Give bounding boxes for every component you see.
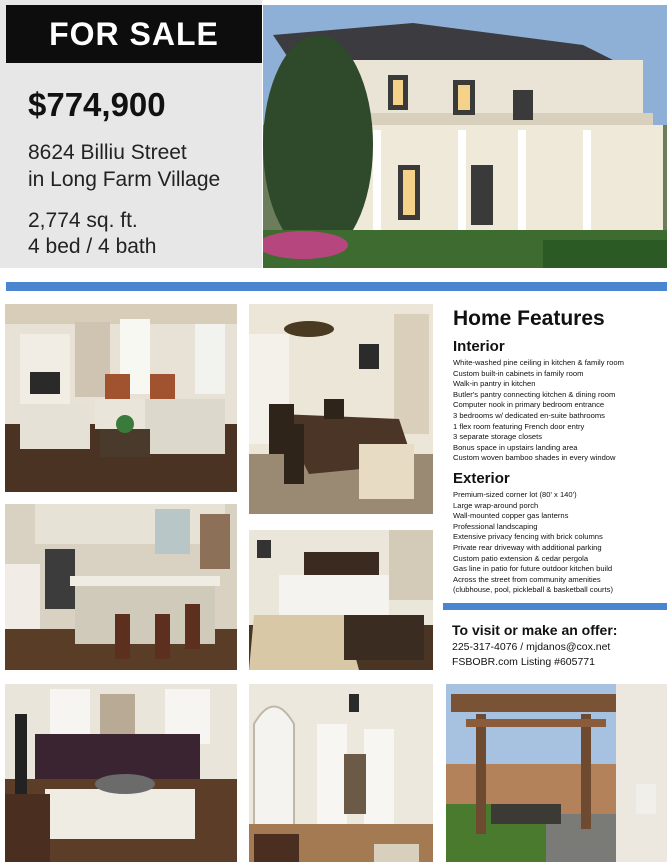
- list-item: Extensive privacy fencing with brick columns: [453, 532, 603, 542]
- contact-phone-email: 225-317-4076 / mjdanos@cox.net: [452, 641, 611, 653]
- exterior-heading: Exterior: [453, 470, 510, 487]
- bedroom-photo: [249, 530, 433, 670]
- contact-section: [452, 620, 667, 670]
- list-item: 3 separate storage closets: [453, 432, 543, 442]
- kitchen-photo: [5, 504, 237, 670]
- list-item: Professional landscaping: [453, 521, 538, 531]
- list-item: Bonus space in upstairs landing area: [453, 442, 578, 452]
- address-line-1: 8624 Billiu Street: [28, 141, 187, 164]
- interior-list: [453, 358, 624, 464]
- patio-pergola-photo: [446, 684, 667, 862]
- divider-bar: [6, 282, 667, 291]
- address-line-2: in Long Farm Village: [28, 168, 221, 191]
- features-title: Home Features: [453, 307, 605, 330]
- beds-baths: 4 bed / 4 bath: [28, 235, 157, 258]
- list-item: (clubhouse, pool, pickleball & basketball courts): [453, 585, 613, 595]
- contact-divider-bar: [443, 603, 667, 610]
- listing-address: [28, 139, 220, 193]
- list-item: Computer nook in primary bedroom entrance: [453, 400, 605, 410]
- list-item: Premium-sized corner lot (80' x 140'): [453, 490, 577, 499]
- list-item: Butler's pantry connecting kitchen & dining room: [453, 389, 616, 399]
- list-item: Large wrap-around porch: [453, 500, 539, 510]
- square-footage: 2,774 sq. ft.: [28, 209, 138, 232]
- list-item: White-washed pine ceiling in kitchen & family room: [453, 358, 624, 367]
- list-item: Walk-in pantry in kitchen: [453, 379, 536, 389]
- house-exterior-photo: [263, 5, 667, 268]
- list-item: 3 bedrooms w/ dedicated en-suite bathrooms: [453, 410, 605, 420]
- list-item: Custom patio extension & cedar pergola: [453, 553, 589, 563]
- exterior-list: [453, 490, 613, 596]
- family-room-photo: [5, 684, 237, 862]
- home-features-panel: [443, 304, 667, 600]
- list-item: Across the street from community amenities: [453, 574, 601, 584]
- list-item: Custom built-in cabinets in family room: [453, 368, 584, 378]
- foyer-photo: [249, 684, 433, 862]
- dining-room-photo: [249, 304, 433, 514]
- list-item: Private rear driveway with additional parking: [453, 542, 602, 552]
- list-item: Custom woven bamboo shades in every window: [453, 453, 616, 463]
- listing-specs: [28, 208, 156, 260]
- living-room-photo: [5, 304, 237, 492]
- for-sale-badge: FOR SALE: [6, 5, 262, 63]
- contact-heading: To visit or make an offer:: [452, 622, 618, 638]
- listing-reference: FSBOBR.com Listing #605771: [452, 656, 595, 668]
- interior-heading: Interior: [453, 338, 505, 355]
- list-item: 1 flex room featuring French door entry: [453, 421, 585, 431]
- listing-price: $774,900: [28, 86, 166, 123]
- list-item: Gas line in patio for future outdoor kitchen build: [453, 564, 613, 574]
- list-item: Wall-mounted copper gas lanterns: [453, 511, 569, 521]
